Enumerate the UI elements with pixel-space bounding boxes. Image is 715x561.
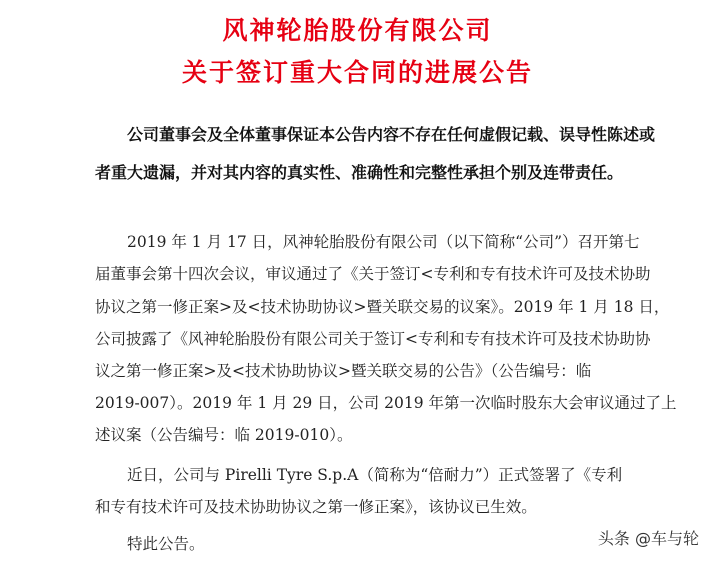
- paragraph-2-line-1: 近日，公司与 Pirelli Tyre S.p.A（简称为“倍耐力”）正式签署了《专利: [127, 466, 623, 484]
- watermark: 头条 @车与轮: [597, 529, 699, 548]
- paragraph-1-line-7: 述议案（公告编号：临 2019-010）。: [95, 426, 353, 444]
- closing-text: 特此公告。: [127, 535, 205, 553]
- paragraph-1-line-1: 2019 年 1 月 17 日，风神轮胎股份有限公司（以下简称“公司”）召开第七: [127, 233, 640, 251]
- paragraph-2-line-2: 和专有技术许可及技术协助协议之第一修正案》，该协议已生效。: [95, 498, 537, 516]
- statement-line-1: 公司董事会及全体董事保证本公告内容不存在任何虚假记载、误导性陈述或: [127, 125, 656, 144]
- paragraph-1-line-5: 议之第一修正案>及<技术协助协议>暨关联交易的公告》（公告编号：临: [95, 362, 592, 380]
- paragraph-1-line-2: 届董事会第十四次会议，审议通过了《关于签订<专利和专有技术许可及技术协助: [95, 265, 651, 283]
- paragraph-1-line-3: 协议之第一修正案>及<技术协助协议>暨关联交易的议案》。2019 年 1 月 18 日，: [95, 298, 670, 316]
- statement-line-2: 者重大遗漏，并对其内容的真实性、准确性和完整性承担个别及连带责任。: [95, 163, 624, 182]
- paragraph-1-line-4: 公司披露了《风神轮胎股份有限公司关于签订<专利和专有技术许可及技术协助协: [95, 330, 651, 348]
- announcement-title: 关于签订重大合同的进展公告: [181, 58, 533, 87]
- company-name: 风神轮胎股份有限公司: [222, 16, 493, 45]
- paragraph-1-line-6: 2019-007）。2019 年 1 月 29 日，公司 2019 年第一次临时股东大会审议通过了上: [95, 394, 677, 412]
